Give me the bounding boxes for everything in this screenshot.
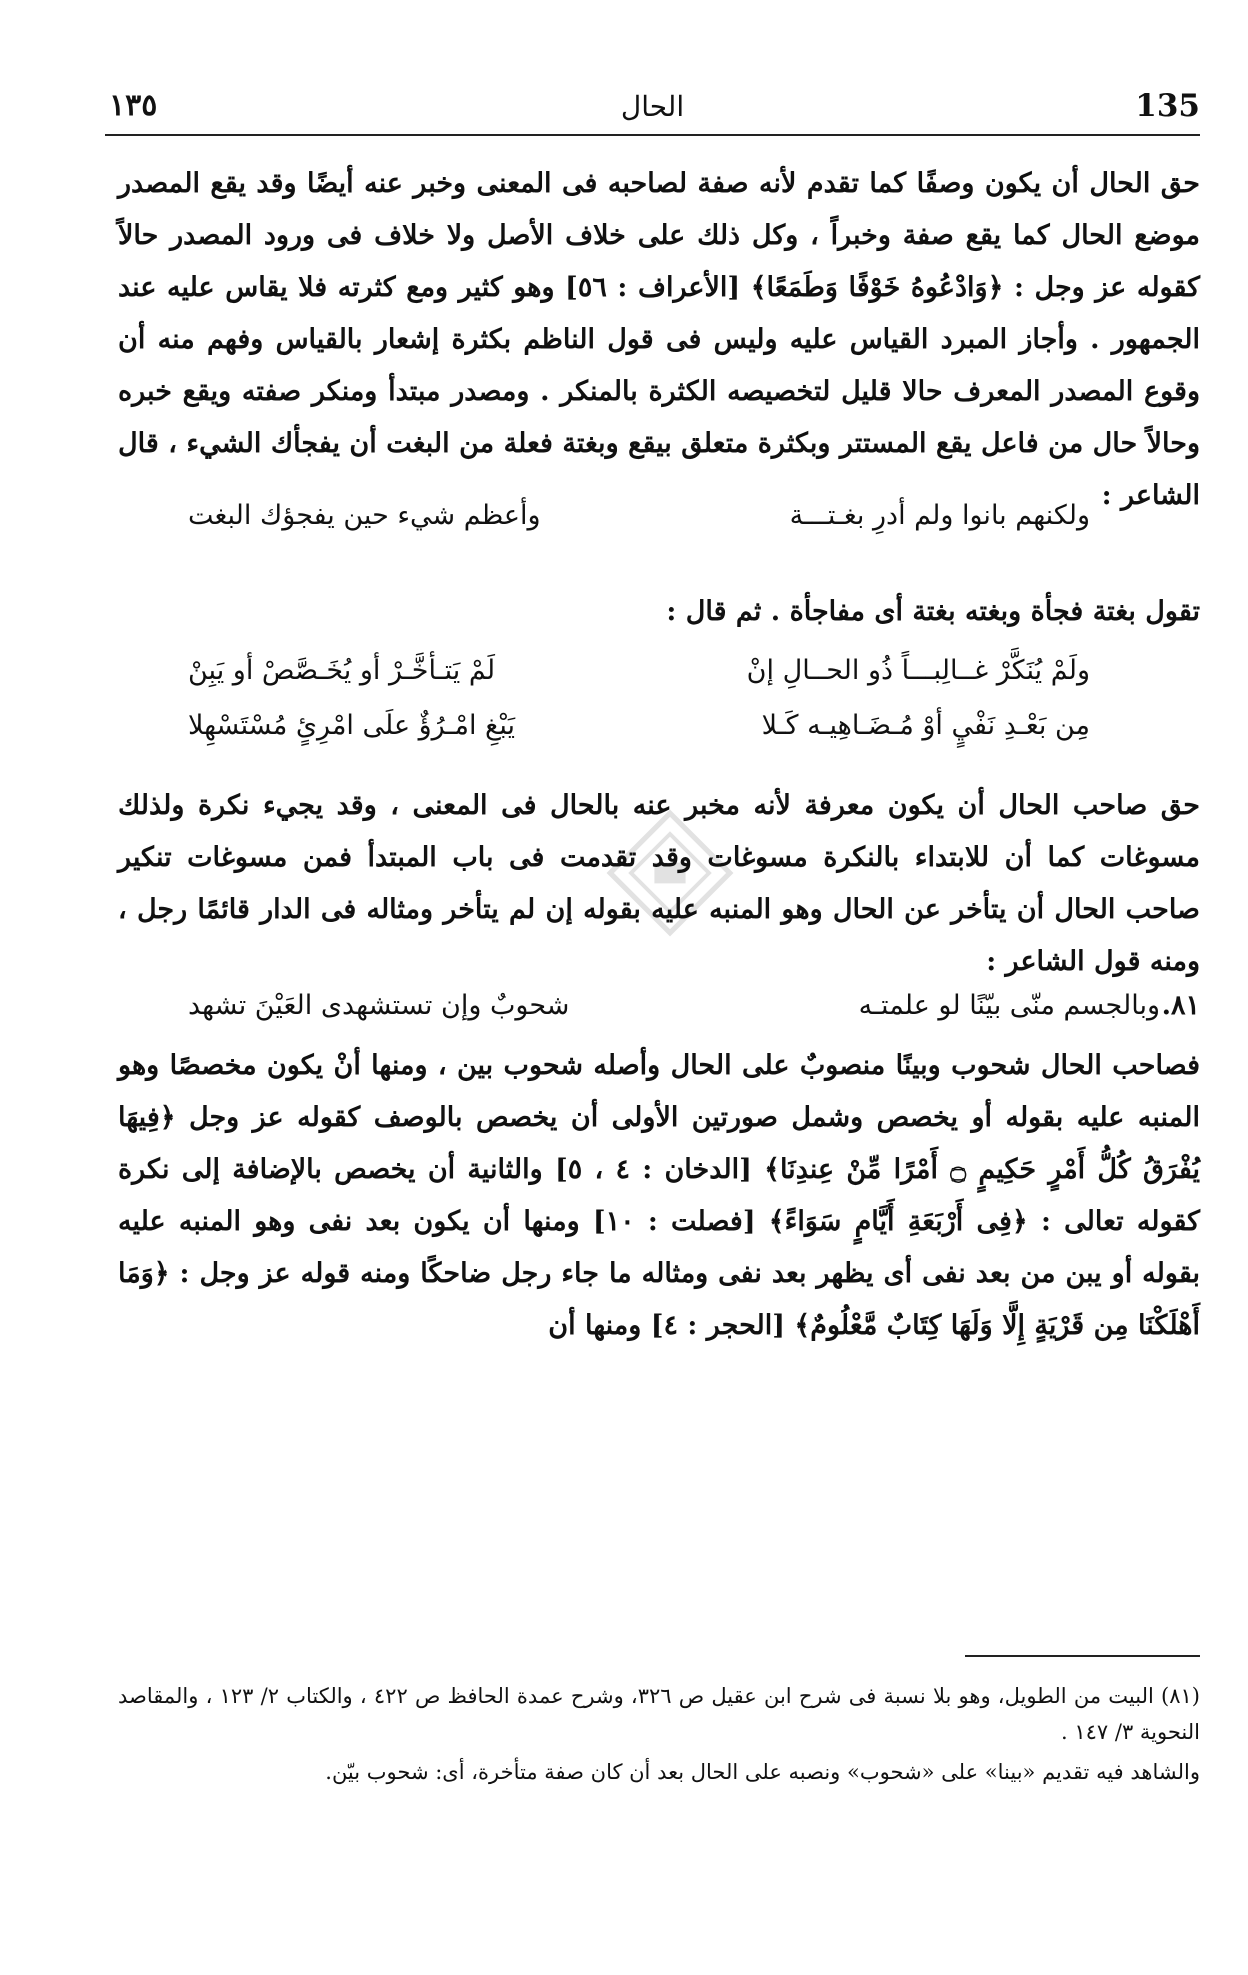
verse-1-second-half: وأعظم شيء حين يفجؤك البغت: [188, 500, 541, 531]
page-header: [105, 88, 1200, 136]
footnote-2: والشاهد فيه تقديم «بينا» على «شحوب» ونصبه على الحال بعد أن كان صفة متأخرة، أى: شحوب بيّن.: [325, 1760, 1200, 1784]
footnotes: [118, 1678, 1200, 1794]
verse-81-number: ٨١.: [1161, 990, 1200, 1021]
verse-81-first-half: وبالجسم منّى بيّنًا لو علمتـه: [858, 990, 1160, 1021]
poem-line-1-first-half: ولَمْ يُنَكَّرْ غــالِبـــاً ذُو الحــالِ إنْ: [746, 655, 1090, 686]
poem-line-1-second-half: لَمْ يَتـأخَّـرْ أو يُخَـصَّصْ أو يَبِنْ: [188, 655, 496, 686]
verse-81: [118, 990, 1200, 1042]
poem-line-2-first-half: مِن بَعْـدِ نَفْيٍ أوْ مُـضَـاهِيـه كَـلا: [761, 710, 1090, 741]
page-number-arabic: ١٣٥: [109, 88, 158, 123]
paragraph-2: [118, 780, 1200, 988]
page-number-latin: 135: [1135, 88, 1200, 124]
paragraph-3-text: فصاحب الحال شحوب وبينًا منصوبٌ على الحال وأصله شحوب بين ، ومنها أنْ يكون مخصصًا وهو المنبه عليه بقوله أو يخصص وشمل صورتين الأولى أن يخصص بالوصف كقوله عز وجل ﴿فِيهَا يُفْرَقُ كُلُّ أَمْرٍ حَكِيمٍ ۝ أَمْرًا مِّنْ عِندِنَا﴾ [الدخان : ٤ ، ٥] والثانية أن يخصص بالإضافة إلى نكرة كقوله تعالى : ﴿فِى أَرْبَعَةِ أَيَّامٍ سَوَاءً﴾ [فصلت : ١٠] ومنها أن يكون بعد نفى وهو المنبه عليه بقوله أو يبن من بعد نفى أى يظهر بعد نفى ومثاله ما جاء رجل ضاحكًا ومنه قوله عز وجل : ﴿وَمَا أَهْلَكْنَا مِن قَرْيَةٍ إِلَّا وَلَهَا كِتَابٌ مَّعْلُومٌ﴾ [الحجر : ٤] ومنها أن: [118, 1050, 1201, 1341]
footnote-separator: [965, 1655, 1200, 1657]
paragraph-2-text: حق صاحب الحال أن يكون معرفة لأنه مخبر عنه بالحال فى المعنى ، وقد يجيء نكرة ولذلك مسوغات كما أن للابتداء بالنكرة مسوغات وقد تقدمت فى باب المبتدأ فمن مسوغات تنكير صاحب الحال أن يتأخر عن الحال وهو المنبه عليه بقوله إن لم يتأخر ومثاله فى الدار قائمًا رجل ، ومنه قول الشاعر :: [118, 790, 1200, 977]
poem-line-1: [118, 655, 1200, 707]
paragraph-1-text: حق الحال أن يكون وصفًا كما تقدم لأنه صفة لصاحبه فى المعنى وخبر عنه أيضًا وقد يقع المصدر موضع الحال كما يقع صفة وخبراً ، وكل ذلك على خلاف الأصل ولا خلاف فى ورود المصدر حالاً كقوله عز وجل : ﴿وَادْعُوهُ خَوْفًا وَطَمَعًا﴾ [الأعراف : ٥٦] وهو كثير ومع كثرته فلا يقاس عليه عند الجمهور . وأجاز المبرد القياس عليه وليس فى قول الناظم بكثرة إشعار بالقياس وفهم منه أن وقوع المصدر المعرف حالا قليل لتخصيصه الكثرة بالمنكر . ومصدر مبتدأ ومنكر صفته ويقع خبره وحالاً حال من فاعل يقع المستتر وبكثرة متعلق بيقع وبغتة فعلة من البغت أن يفجأك الشيء ، قال الشاعر :: [118, 168, 1201, 511]
verse-81-second-half: شحوبٌ وإن تستشهدى العَيْنَ تشهد: [188, 990, 570, 1021]
footnote-1: (٨١) البيت من الطويل، وهو بلا نسبة فى شرح ابن عقيل ص ٣٢٦، وشرح عمدة الحافظ ص ٤٢٢ ، والكتاب ٢/ ١٢٣ ، والمقاصد النحوية ٣/ ١٤٧ .: [118, 1684, 1200, 1744]
verse-1: [118, 500, 1200, 552]
chapter-title: الحال: [620, 90, 685, 123]
verse-1-first-half: ولكنهم بانوا ولم أدرِ بغـتـــة: [789, 500, 1090, 531]
paragraph-3: [118, 1040, 1200, 1352]
verse-explanation-line: تقول بغتة فجأة وبغته بغتة أى مفاجأة . ثم قال :: [666, 596, 1200, 627]
poem-line-2: [118, 710, 1200, 762]
paragraph-1: [118, 158, 1200, 522]
poem-line-2-second-half: يَبْغِ امْـرُؤٌ علَى امْرِئٍ مُسْتَسْهِلا: [188, 710, 516, 741]
